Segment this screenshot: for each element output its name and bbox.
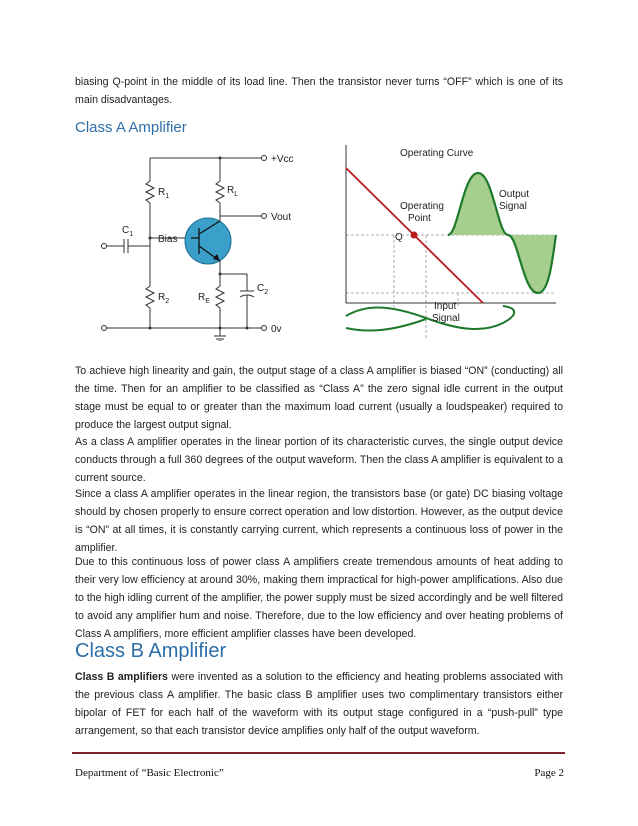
- r1-sub: 1: [165, 193, 170, 200]
- input-signal-label-2: Signal: [432, 313, 460, 324]
- r2-label: R: [158, 292, 166, 303]
- r1-label: R: [158, 187, 166, 198]
- operating-point-label-2: Point: [408, 213, 431, 224]
- bias-label: Bias: [158, 234, 178, 245]
- vout-label: Vout: [271, 212, 292, 223]
- svg-text:C1: [122, 225, 133, 238]
- input-signal-label-1: Input: [434, 301, 457, 312]
- class-a-paragraph-3: Since a class A amplifier operates in the linear region, the transistors base (or gate) DC biasing voltage should by chosen properly to ensure correct operation and low distortion. However, as the output device is “ON” at all times, it is constantly carrying current, which represents a continuous loss of power in the amplifier.: [75, 488, 563, 554]
- c2-label: C: [257, 283, 265, 294]
- svg-text:C2: [257, 283, 268, 296]
- c2-sub: 2: [264, 289, 269, 296]
- zero-volt-label: 0v: [271, 324, 282, 335]
- class-a-paragraph-1: To achieve high linearity and gain, the output stage of a class A amplifier is biased “ON” (conducting) all the time. Then for an amplifier to be classified as “Class A” the zero signal idle current in the output stage must be equal to or greater than the maximum load current (usually a loudspeaker) required to produce the largest output signal.: [75, 365, 563, 431]
- class-b-paragraph: [75, 668, 563, 740]
- rl-sub: L: [234, 191, 239, 198]
- svg-text:RE: [198, 292, 210, 305]
- output-signal-label-2: Signal: [499, 201, 527, 212]
- footer-department: Department of “Basic Electronic”: [75, 767, 224, 779]
- footer-rule: [72, 752, 565, 754]
- svg-text:R2: [158, 292, 169, 305]
- rl-label: R: [227, 185, 235, 196]
- class-a-paragraph-4: Due to this continuous loss of power class A amplifiers create tremendous amounts of heat adding to their very low efficiency at around 30%, making them impractical for high-power amplifications. Also due to the high idling current of the amplifier, the power supply must be sized accordingly and be well filtered to avoid any amplifier hum and noise. Therefore, due to the low efficiency and over heating problems of Class A amplifiers, more efficient amplifier classes have been developed.: [75, 556, 563, 640]
- class-b-lead: Class B amplifiers: [75, 671, 168, 683]
- re-label: R: [198, 292, 206, 303]
- vcc-label: +Vcc: [271, 154, 294, 165]
- intro-paragraph: biasing Q-point in the middle of its load line. Then the transistor never turns “OFF” which is one of its main disadvantages.: [75, 76, 563, 106]
- operating-point-label-1: Operating: [400, 201, 444, 212]
- class-b-heading: Class B Amplifier: [75, 640, 227, 662]
- footer-page-number: Page 2: [534, 767, 564, 779]
- c1-label: C: [122, 225, 130, 236]
- output-signal-label-1: Output: [499, 189, 530, 200]
- operating-curve-graph: [338, 143, 560, 341]
- c1-sub: 1: [129, 231, 134, 238]
- q-point-label: Q: [395, 232, 403, 243]
- class-a-circuit-diagram: [94, 143, 316, 341]
- svg-text:RL: [227, 185, 238, 198]
- re-sub: E: [205, 298, 210, 305]
- r2-sub: 2: [165, 298, 170, 305]
- class-b-text: were invented as a solution to the efficiency and heating problems associated with the previous class A amplifier. The basic class B amplifier uses two complimentary transistors either bipolar of FET for each half of the waveform with its output stage configured in a “push-pull” type arrangement, so that each transistor device amplifies only half of the output waveform.: [75, 671, 563, 737]
- class-a-paragraph-2: As a class A amplifier operates in the linear portion of its characteristic curves, the single output device conducts through a full 360 degrees of the output waveform. Then the class A amplifier is equivalent to a current source.: [75, 436, 563, 484]
- operating-curve-title: Operating Curve: [400, 148, 474, 159]
- svg-text:R1: [158, 187, 169, 200]
- class-a-heading: Class A Amplifier: [75, 119, 187, 136]
